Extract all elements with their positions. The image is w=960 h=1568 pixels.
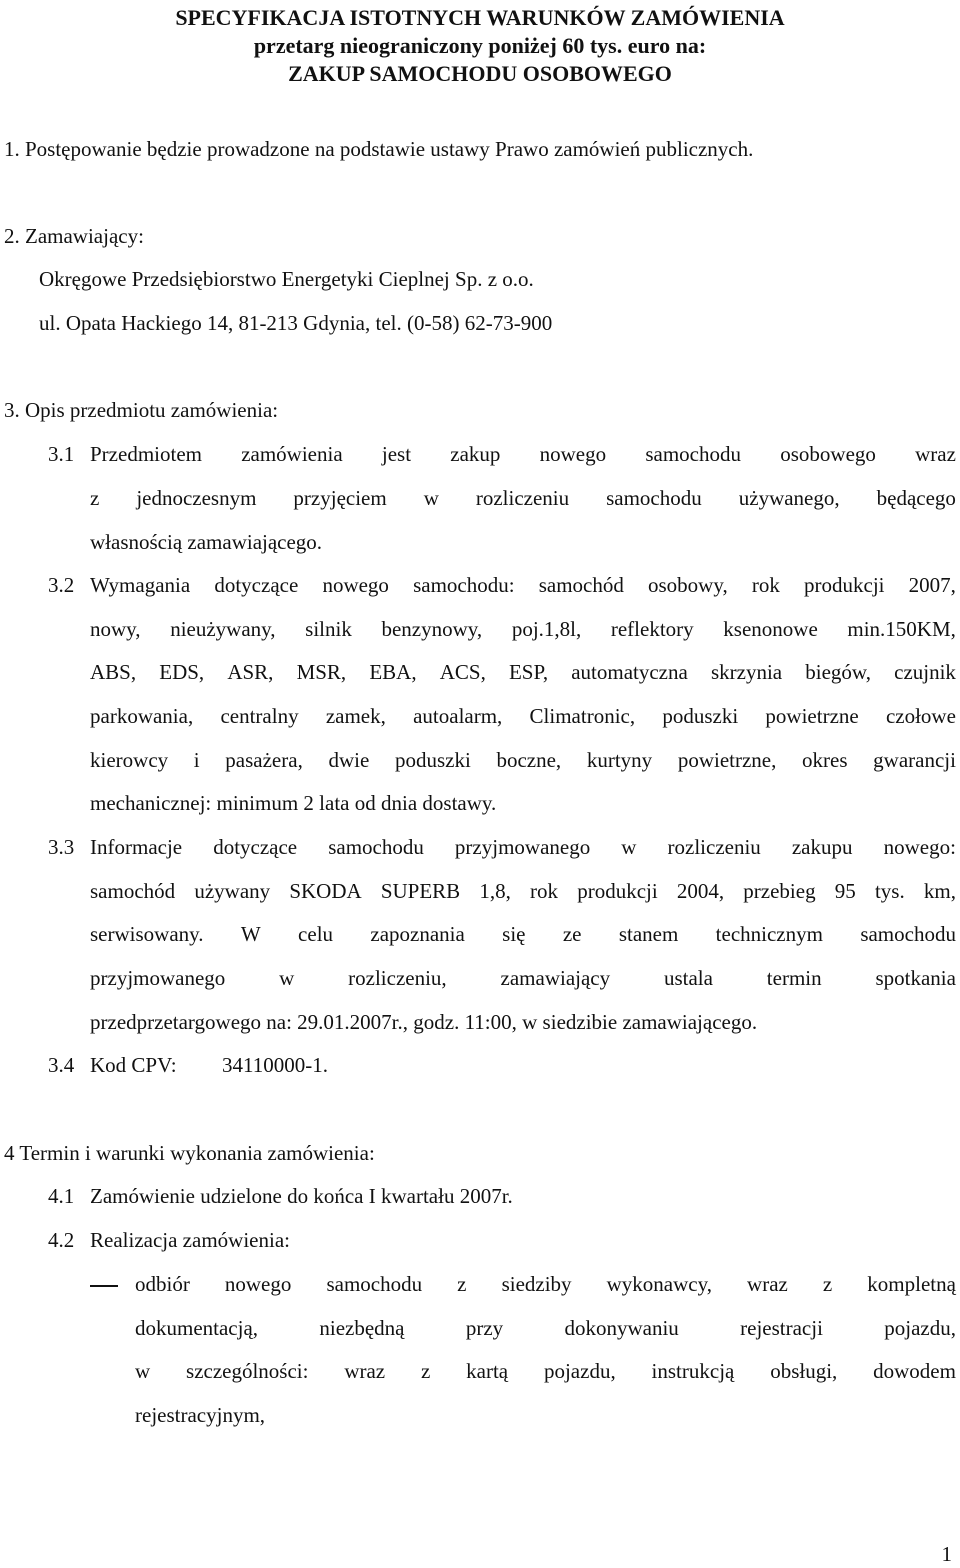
item-3-3-line-3: serwisowany. W celu zapoznania się ze stanem technicznym samochodu [90,922,956,946]
section-3-heading: 3. Opis przedmiotu zamówienia: [4,398,279,422]
bullet-line-1: odbiór nowego samochodu z siedziby wykonawcy, wraz z kompletną [135,1272,956,1296]
section-1-text: 1. Postępowanie będzie prowadzone na podstawie ustawy Prawo zamówień publicznych. [4,137,754,161]
section-4-heading: 4 Termin i warunki wykonania zamówienia: [4,1141,375,1165]
item-3-1-line-2: z jednoczesnym przyjęciem w rozliczeniu samochodu używanego, będącego [90,486,956,510]
ordering-party-name: Okręgowe Przedsiębiorstwo Energetyki Cieplnej Sp. z o.o. [39,267,534,291]
page-number: 1 [941,1542,952,1566]
document-subtitle: przetarg nieograniczony poniżej 60 tys. euro na: [253,33,707,58]
item-3-2-line-3: ABS, EDS, ASR, MSR, EBA, ACS, ESP, automatyczna skrzynia biegów, czujnik [90,660,956,684]
item-4-1-number: 4.1 [48,1184,75,1208]
bullet-line-2: dokumentacją, niezbędną przy dokonywaniu rejestracji pojazdu, [135,1316,956,1340]
item-3-2-line-6: mechanicznej: minimum 2 lata od dnia dostawy. [90,791,497,815]
section-2-heading: 2. Zamawiający: [4,224,144,248]
item-3-1-line-3: własnością zamawiającego. [90,530,323,554]
bullet-line-4: rejestracyjnym, [135,1403,266,1427]
item-3-1-line-1: Przedmiotem zamówienia jest zakup nowego samochodu osobowego wraz [90,442,956,466]
item-3-2-line-4: parkowania, centralny zamek, autoalarm, Climatronic, poduszki powietrzne czołowe [90,704,956,728]
item-3-2-line-2: nowy, nieużywany, silnik benzynowy, poj.1,8l, reflektory ksenonowe min.150KM, [90,617,956,641]
item-3-3-line-5: przedprzetargowego na: 29.01.2007r., godz. 11:00, w siedzibie zamawiającego. [90,1010,758,1034]
item-3-2-line-1: Wymagania dotyczące nowego samochodu: samochód osobowy, rok produkcji 2007, [90,573,956,597]
document-subject: ZAKUP SAMOCHODU OSOBOWEGO [288,61,672,86]
item-3-1-number: 3.1 [48,442,75,466]
cpv-code: 34110000-1. [222,1053,328,1077]
item-3-2-line-5: kierowcy i pasażera, dwie poduszki boczne, kurtyny powietrzne, okres gwarancji [90,748,956,772]
ordering-party-address: ul. Opata Hackiego 14, 81-213 Gdynia, tel. (0-58) 62-73-900 [39,311,553,335]
bullet-dash [90,1285,118,1287]
bullet-line-3: w szczególności: wraz z kartą pojazdu, instrukcją obsługi, dowodem [135,1359,956,1383]
item-4-2-text: Realizacja zamówienia: [90,1228,290,1252]
item-3-4-number: 3.4 [48,1053,75,1077]
item-3-3-line-4: przyjmowanego w rozliczeniu, zamawiający ustala termin spotkania [90,966,956,990]
item-4-1-text: Zamówienie udzielone do końca I kwartału 2007r. [90,1184,513,1208]
item-3-3-line-1: Informacje dotyczące samochodu przyjmowanego w rozliczeniu zakupu nowego: [90,835,956,859]
cpv-label: Kod CPV: [90,1053,177,1077]
document-title: SPECYFIKACJA ISTOTNYCH WARUNKÓW ZAMÓWIENIA [175,5,785,30]
item-3-2-number: 3.2 [48,573,75,597]
item-3-3-line-2: samochód używany SKODA SUPERB 1,8, rok produkcji 2004, przebieg 95 tys. km, [90,879,956,903]
item-3-3-number: 3.3 [48,835,75,859]
item-4-2-number: 4.2 [48,1228,75,1252]
